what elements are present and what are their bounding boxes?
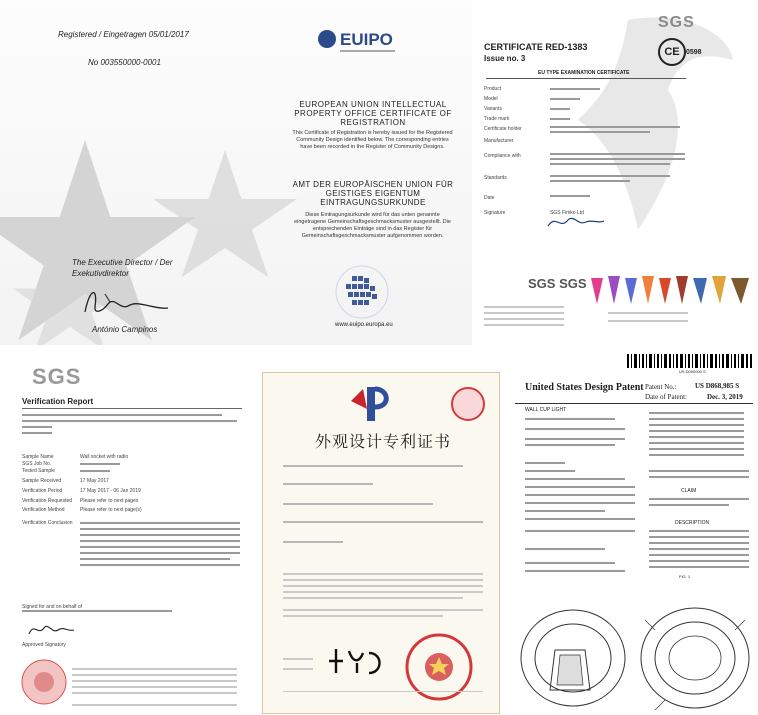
notified-body: 0598 [686, 49, 702, 56]
registered-date: Registered / Eingetragen 05/01/2017 [58, 30, 189, 39]
item-title: WALL CUP LIGHT [525, 407, 567, 413]
euipo-logo: EUIPO [340, 30, 393, 49]
ce-certificate: SGS CE 0598 CERTIFICATE RED-1383 Issue no. 3 EU TYPE EXAMINATION CERTIFICATE Product Model Variants Trade mark Certificate holder Manufacturer Compliance with Standards Date Signature SGS Fimko Ltd SGS SGS [478, 0, 758, 345]
signed-by: Signed for and on behalf of [22, 604, 83, 610]
euipo-logo-icon [318, 30, 336, 48]
sgs-verification-report: SGS Verification Report Sample Name SGS Job No. Tested Sample Sample Received Verification Period Verification Requested Verification Method Verification Conclusion Wall socket with radio 17 May 2017 17 May 2017 - 06 Jan 2019 Please refer to next pages Please refer to next page(s) Signed for and on behalf of Approved Signatory [0, 360, 250, 715]
patent-date: Dec. 3, 2019 [707, 393, 743, 401]
director-signature-icon [80, 282, 170, 322]
title-english: EUROPEAN UNION INTELLECTUAL PROPERTY OFFICE CERTIFICATE OF REGISTRATION [294, 100, 452, 127]
sgs-logo: SGS [32, 364, 82, 389]
signature-icon [323, 643, 393, 677]
design-drawing-icon [515, 590, 755, 715]
claim-heading: CLAIM [681, 488, 697, 494]
barcode-icon [627, 354, 752, 368]
official-seal-icon [399, 631, 479, 703]
barcode-label: US D000000 S [679, 369, 706, 374]
usd-title: United States Design Patent [525, 382, 644, 393]
patent-emblem-icon [341, 381, 396, 426]
china-design-patent [262, 372, 500, 714]
color-swatch-row [586, 270, 756, 315]
figure-label: FIG. 1 [679, 574, 691, 579]
red-seal-icon [451, 387, 485, 421]
issue-number: Issue no. 3 [484, 54, 526, 63]
body-german: Diese Eintragungsurkunde wird für das unten genannte eingetragene Gemeinschaftsgeschmacksmuster ausgestellt. Die entsprechenden Einträge sind in das Register für Gemeinschaftsgeschmacksmuster aufgenommen worden. [294, 212, 451, 239]
stamp-icon [20, 658, 68, 706]
description-heading: DESCRIPTION [675, 520, 710, 526]
director-title: The Executive Director / Der Exekutivdirektor [72, 258, 173, 278]
euipo-certificate [0, 0, 472, 345]
exam-title: EU TYPE EXAMINATION CERTIFICATE [538, 70, 630, 76]
ce-mark-icon: CE [658, 38, 686, 66]
ce-signature-icon [546, 212, 606, 232]
issuer: SGS Fimko Ltd [550, 210, 584, 216]
eu-map-icon [332, 262, 392, 322]
patent-title: 外观设计专利证书 [315, 432, 452, 451]
patent-no-label: Patent No.: [645, 383, 677, 391]
sgs-repeat-logo-icon: SGS SGS [528, 276, 587, 291]
registration-number: No 003550000-0001 [88, 58, 161, 67]
sgs-signature-icon [26, 618, 76, 640]
certificate-number: CERTIFICATE RED-1383 [484, 42, 588, 52]
date-label: Date of Patent: [645, 393, 687, 401]
sgs-logo: SGS [658, 14, 695, 31]
euipo-website: www.euipo.europa.eu [335, 322, 393, 328]
body-english: This Certificate of Registration is hereby issued for the Registered Community Design identified below. The corresponding entries have been recorded in the Register of Community Designs. [292, 130, 453, 150]
patent-no: US D868,985 S [695, 382, 740, 390]
report-title: Verification Report [22, 397, 94, 406]
approved-signatory: Approved Signatory [22, 642, 66, 648]
us-design-patent [509, 352, 758, 715]
title-german: AMT DER EUROPÄISCHEN UNION FÜR GEISTIGES EIGENTUM EINTRAGUNGSURKUNDE [292, 180, 454, 207]
director-name: António Campinos [92, 325, 158, 334]
